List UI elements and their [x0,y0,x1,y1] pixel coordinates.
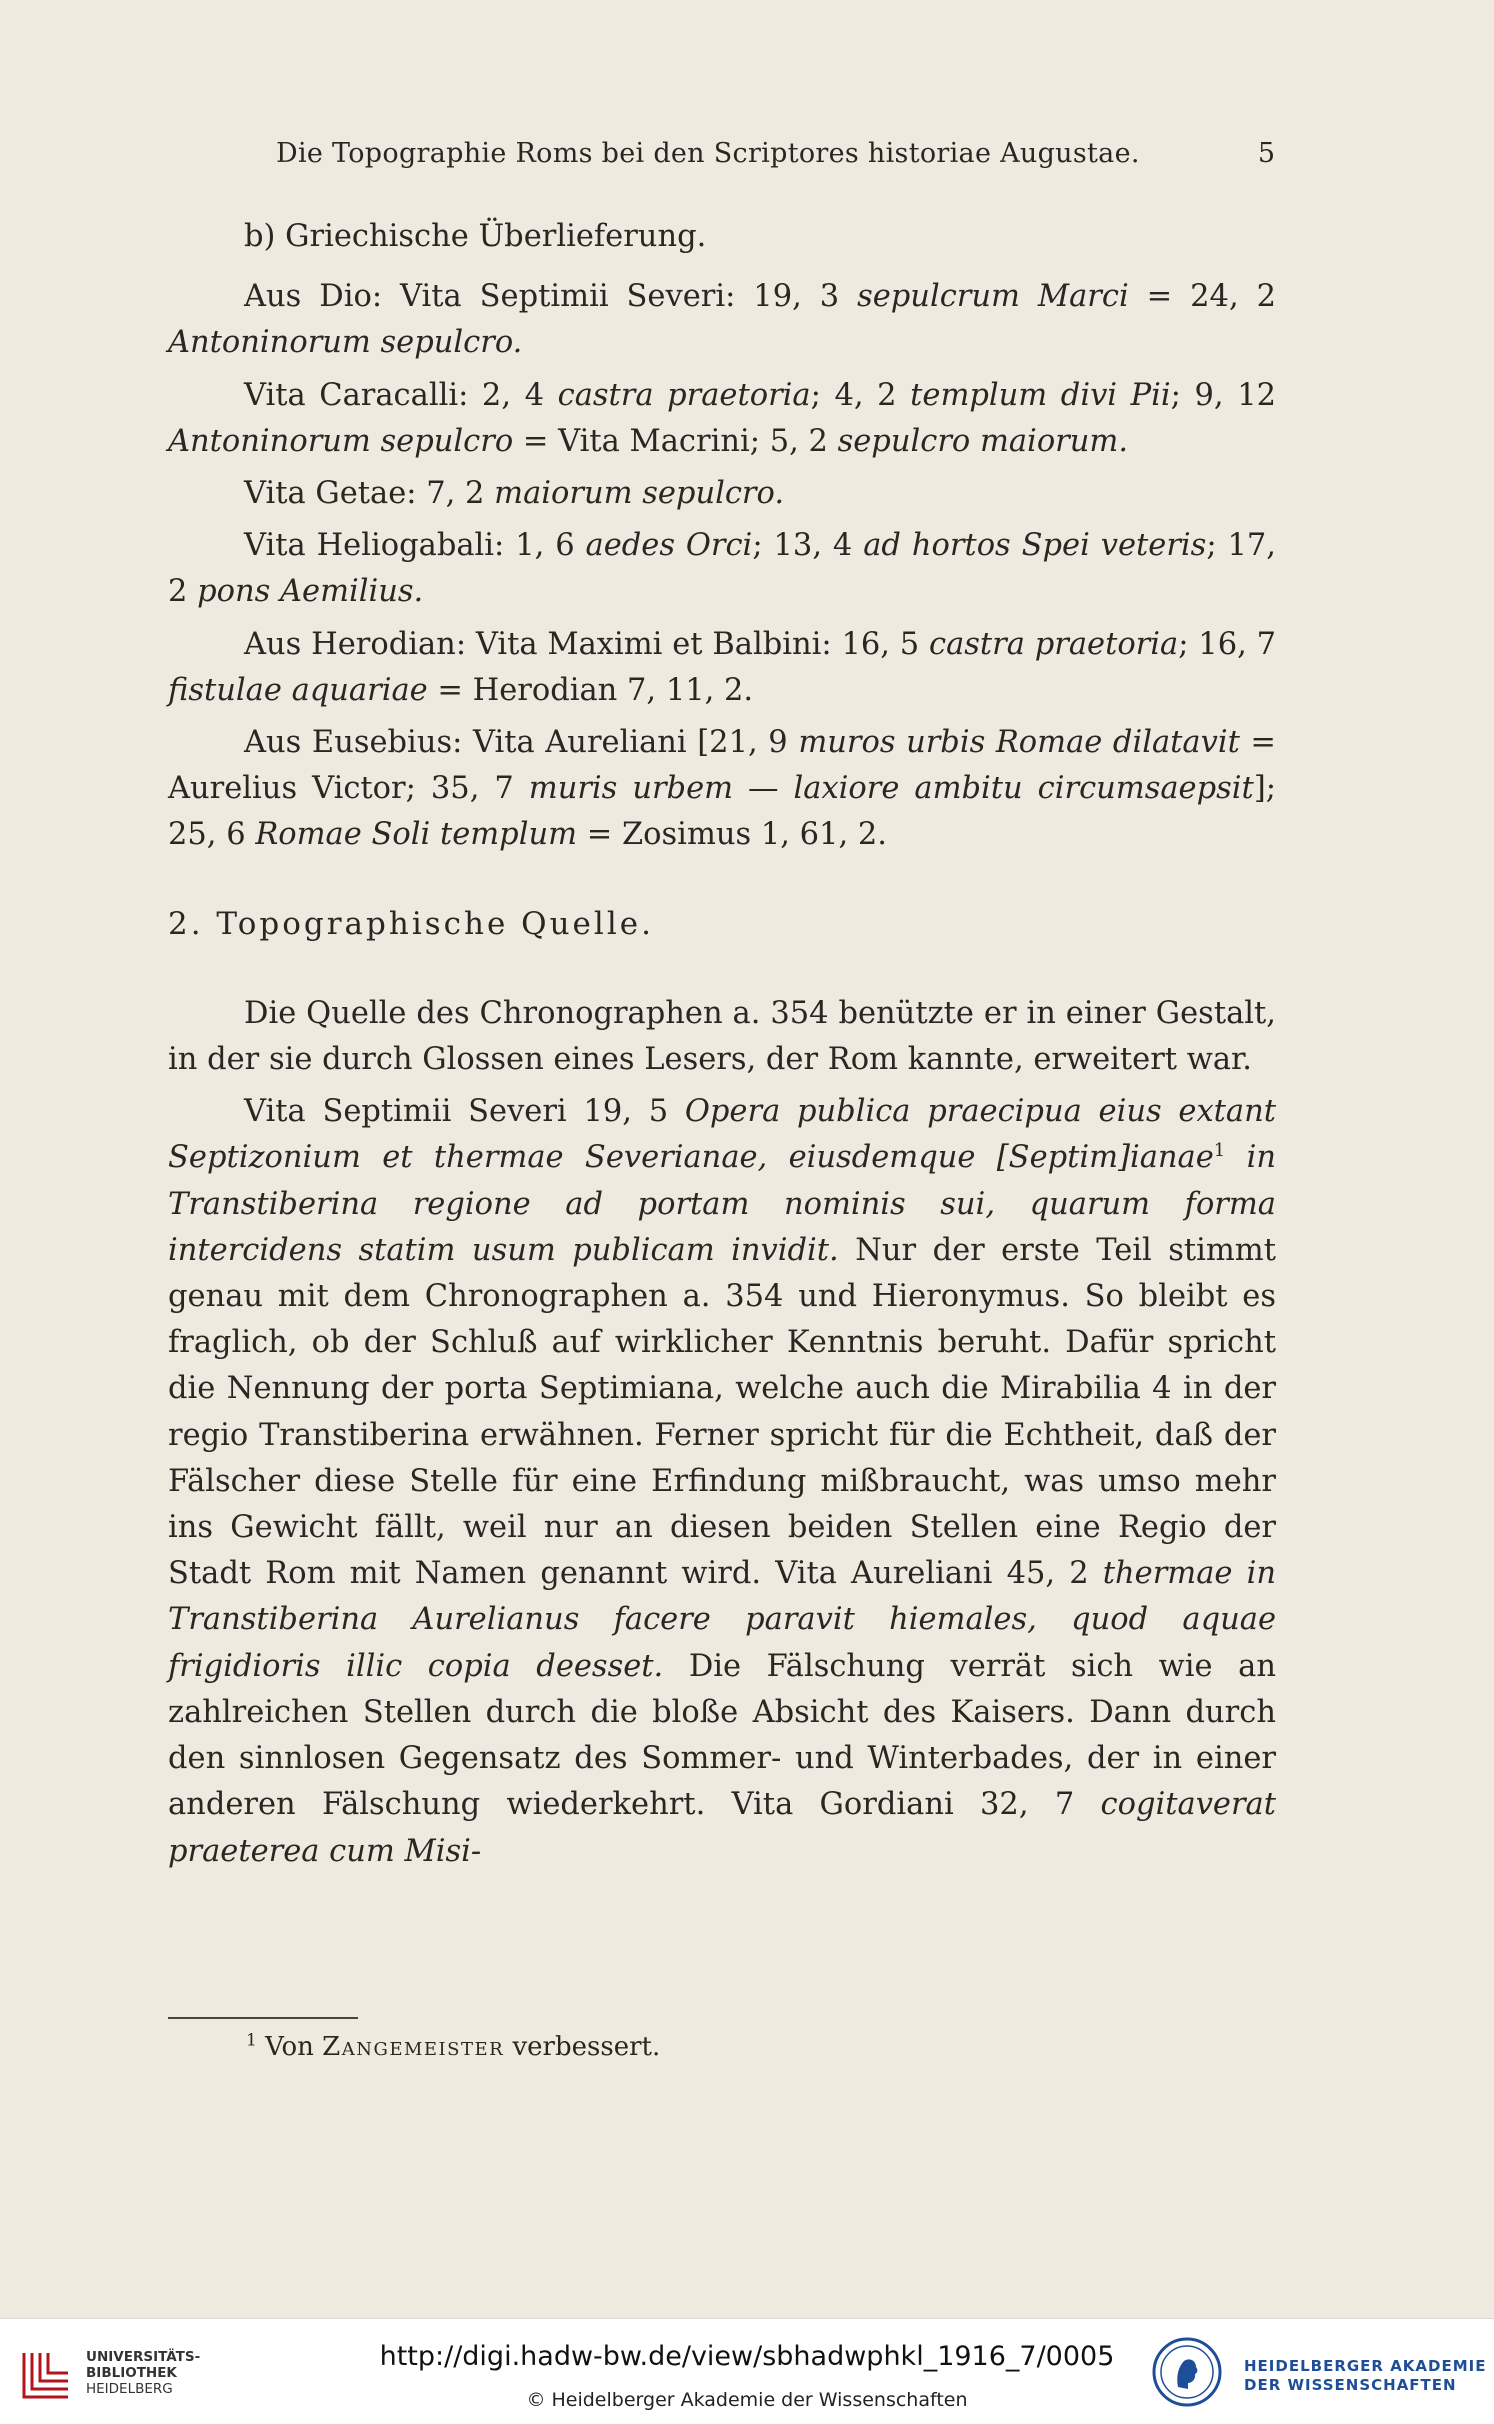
viewer-footer [0,2318,1494,2424]
page-body [168,214,1276,1875]
paragraph-caracalli: Vita Caracalli: 2, 4 castra praetoria; 4, 2 templum divi Pii; 9, 12 Antoninorum sepulcro = Vita Macrini; 5, 2 sepulcro maiorum. [168,377,1277,459]
university-library-name: UNIVERSITÄTS- BIBLIOTHEK HEIDELBERG [86,2349,201,2397]
academy-name: HEIDELBERGER AKADEMIE DER WISSENSCHAFTEN [1244,2357,1487,2394]
paragraph-herodian: Aus Herodian: Vita Maximi et Balbini: 16, 5 castra praetoria; 16, 7 fistulae aquariae = Herodian 7, 11, 2. [168,626,1276,708]
footnote-reference: 1 [1213,1140,1226,1162]
paragraph-quelle: Die Quelle des Chronographen a. 354 benützte er in einer Gestalt, in der sie durch Glossen eines Lesers, der Rom kannte, erweitert war. [168,995,1276,1078]
page-url[interactable]: http://digi.hadw-bw.de/view/sbhadwphkl_1916_7/0005 [379,2341,1115,2372]
page-number: 5 [1257,138,1275,169]
page-header [170,138,1275,178]
running-title: Die Topographie Roms bei den Scriptores historiae Augustae. [276,138,1140,169]
section-heading-2: 2. Topographische Quelle. [168,905,654,942]
footnote: $^1$ Von Zangemeister verbessert. [246,2030,661,2062]
paragraph-getae: Vita Getae: 7, 2 maiorum sepulcro. [244,476,785,512]
paragraph-eusebius: Aus Eusebius: Vita Aureliani [21, 9 muros urbis Romae dilatavit = Aurelius Victor; 35, 7 muris urbem — laxiore ambitu circumsaepsit]; 25, 6 Romae Soli templum = Zosimus 1, 61, 2. [168,725,1276,853]
section-heading-b: b) Griechische Überlieferung. [244,219,707,254]
copyright-notice: © Heidelberger Akademie der Wissenschaften [526,2389,968,2411]
paragraph-heliogabali: Vita Heliogabali: 1, 6 aedes Orci; 13, 4 ad hortos Spei veteris; 17, 2 pons Aemilius. [168,528,1276,610]
paragraph-dio: Aus Dio: Vita Septimii Severi: 19, 3 sepulcrum Marci = 24, 2 Antoninorum sepulcro. [168,279,1276,361]
academy-seal-icon [1152,2337,1222,2407]
footnote-divider [168,2017,358,2019]
paragraph-septimius: Vita Septimii Severi 19, 5 Opera publica praecipua eius extant Septizonium et thermae Severianae, eiusdemque [Septim]ianae$^1$ in Transtiberina regione ad portam nominis sui, quarum forma intercidens statim usum publicam invidit. Nur der erste Teil stimmt genau mit dem Chronographen a. 354 und Hieronymus. So bleibt es fraglich, ob der Schluß auf wirklicher Kenntnis beruht. Dafür spricht die Nennung der porta Septimiana, welche auch die Mirabilia 4 in der regio Transtiberina erwähnen. Ferner spricht für die Echtheit, daß der Fälscher diese Stelle für eine Erfindung mißbraucht, was umso mehr ins Gewicht fällt, weil nur an diesen beiden Stellen eine Regio der Stadt Rom mit Namen genannt wird. Vita Aureliani 45, 2 thermae in Transtiberina Aurelianus facere paravit hiemales, quod aquae frigidioris illic copia deesset. Die Fälschung verrät sich wie an zahlreichen Stellen durch die bloße Absicht des Kaisers. Dann durch den sinnlosen Gegensatz des Sommer- und Winterbades, der in einer anderen Fälschung wiederkehrt. Vita Gordiani 32, 7 cogitaverat praeterea cum Misi- [168,1094,1277,1869]
